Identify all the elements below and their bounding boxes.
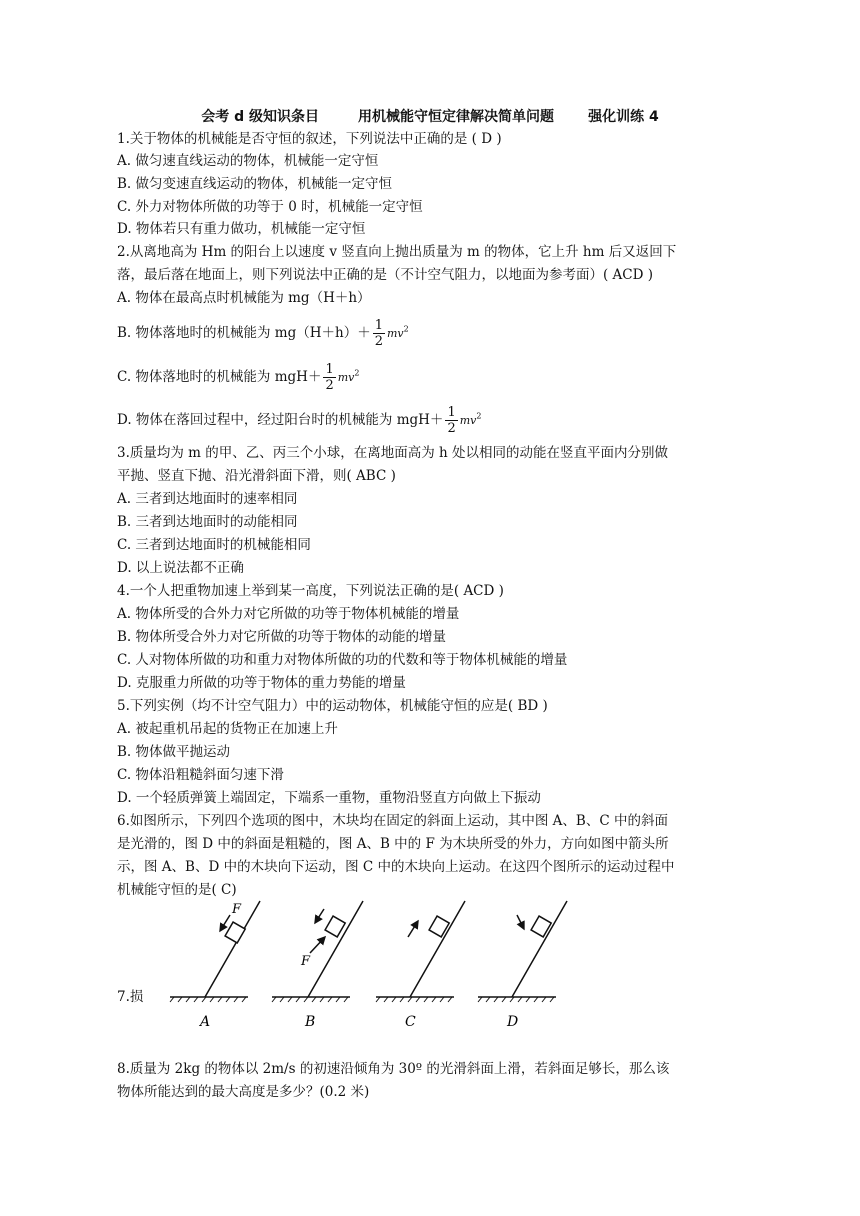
q6-line2: 是光滑的，图 D 中的斜面是粗糙的，图 A、B 中的 F 为木块所受的外力，方向如图中箭头所 (117, 836, 669, 852)
q5-stem: 5.下列实例（均不计空气阻力）中的运动物体，机械能守恒的应是( BD ) (117, 698, 548, 714)
q2-option-a: A. 物体在最高点时机械能为 mg（H＋h） (117, 290, 371, 306)
q5-option-a: A. 被起重机吊起的货物正在加速上升 (117, 721, 338, 737)
diagram-d (478, 901, 567, 1030)
q3-stem-line1: 3.质量均为 m 的甲、乙、丙三个小球，在离地面高为 h 处以相同的动能在竖直平面内分别做 (117, 445, 669, 461)
q3-option-d: D. 以上说法都不正确 (117, 560, 244, 576)
fraction-one-half: $\frac{1}{2}$ (374, 318, 383, 349)
q2-option-d-text: D. 物体在落回过程中，经过阳台时的机械能为 mgH＋ (117, 412, 444, 428)
label-d: D (507, 1014, 519, 1030)
force-label: F (301, 954, 311, 969)
q2-option-d: D. 物体在落回过程中，经过阳台时的机械能为 mgH＋ $\frac{1}{2}$ $mv^2$ (117, 405, 482, 436)
q1-option-c: C. 外力对物体所做的功等于 0 时，机械能一定守恒 (117, 199, 423, 215)
q6-line3: 示，图 A、B、D 中的木块向下运动，图 C 中的木块向上运动。在这四个图所示的运动过程中 (117, 859, 675, 875)
q1-option-a: A. 做匀速直线运动的物体，机械能一定守恒 (117, 153, 379, 169)
q2-option-c: C. 物体落地时的机械能为 mgH＋ $\frac{1}{2}$ $mv^2$ (117, 362, 360, 393)
q4-option-b: B. 物体所受合外力对它所做的功等于物体的动能的增量 (117, 629, 447, 645)
q8-line2: 物体所能达到的最大高度是多少？(0.2 米) (117, 1084, 370, 1100)
q5-option-d: D. 一个轻质弹簧上端固定，下端系一重物，重物沿竖直方向做上下振动 (117, 790, 541, 806)
q2-option-b-text: B. 物体落地时的机械能为 mg（H＋h）＋ (117, 325, 371, 341)
q3-stem-line2: 平抛、竖直下抛、沿光滑斜面下滑，则( ABC ) (117, 468, 396, 484)
diagram-b (272, 901, 363, 1030)
diagram-a (170, 901, 260, 1030)
q2-option-b: B. 物体落地时的机械能为 mg（H＋h）＋ $\frac{1}{2}$ $mv^2$ (117, 318, 409, 349)
q8-line1: 8.质量为 2kg 的物体以 2m/s 的初速沿倾角为 30º 的光滑斜面上滑，若斜面足够长，那么该 (117, 1061, 670, 1077)
q1-option-d: D. 物体若只有重力做功，机械能一定守恒 (117, 221, 366, 237)
label-b: B (305, 1014, 316, 1030)
q2-option-c-text: C. 物体落地时的机械能为 mgH＋ (117, 369, 322, 385)
q2-stem-line2: 落，最后落在地面上，则下列说法中正确的是（不计空气阻力，以地面为参考面）( ACD ) (117, 267, 654, 283)
q2-stem-line1: 2.从离地高为 Hm 的阳台上以速度 v 竖直向上抛出质量为 m 的物体，它上升 hm 后又返回下 (117, 244, 677, 260)
q3-option-a: A. 三者到达地面时的速率相同 (117, 491, 298, 507)
fraction-one-half: $\frac{1}{2}$ (325, 362, 334, 393)
q3-option-c: C. 三者到达地面时的机械能相同 (117, 537, 311, 553)
incline-figure (160, 893, 580, 1033)
q4-option-a: A. 物体所受的合外力对它所做的功等于物体机械能的增量 (117, 606, 460, 622)
q5-option-c: C. 物体沿粗糙斜面匀速下滑 (117, 767, 284, 783)
q1-stem: 1.关于物体的机械能是否守恒的叙述，下列说法中正确的是 ( D ) (117, 131, 502, 147)
page-title: 会考 d 级知识条目 用机械能守恒定律解决简单问题 强化训练 4 (201, 109, 659, 125)
label-c: C (405, 1014, 416, 1030)
q4-option-c: C. 人对物体所做的功和重力对物体所做的功的代数和等于物体机械能的增量 (117, 652, 568, 668)
q6-line4: 机械能守恒的是( C) (117, 882, 237, 898)
force-label: F (232, 902, 242, 917)
label-a: A (200, 1014, 211, 1030)
q7-stem: 7.损 (117, 989, 144, 1005)
q6-line1: 6.如图所示，下列四个选项的图中，木块均在固定的斜面上运动，其中图 A、B、C 中的斜面 (117, 813, 668, 829)
q4-option-d: D. 克服重力所做的功等于物体的重力势能的增量 (117, 675, 406, 691)
q3-option-b: B. 三者到达地面时的动能相同 (117, 514, 298, 530)
q5-option-b: B. 物体做平抛运动 (117, 744, 231, 760)
q1-option-b: B. 做匀变速直线运动的物体，机械能一定守恒 (117, 176, 393, 192)
diagram-c (376, 901, 465, 1030)
q4-stem: 4.一个人把重物加速上举到某一高度，下列说法正确的是( ACD ) (117, 583, 504, 599)
fraction-one-half: $\frac{1}{2}$ (447, 405, 456, 436)
